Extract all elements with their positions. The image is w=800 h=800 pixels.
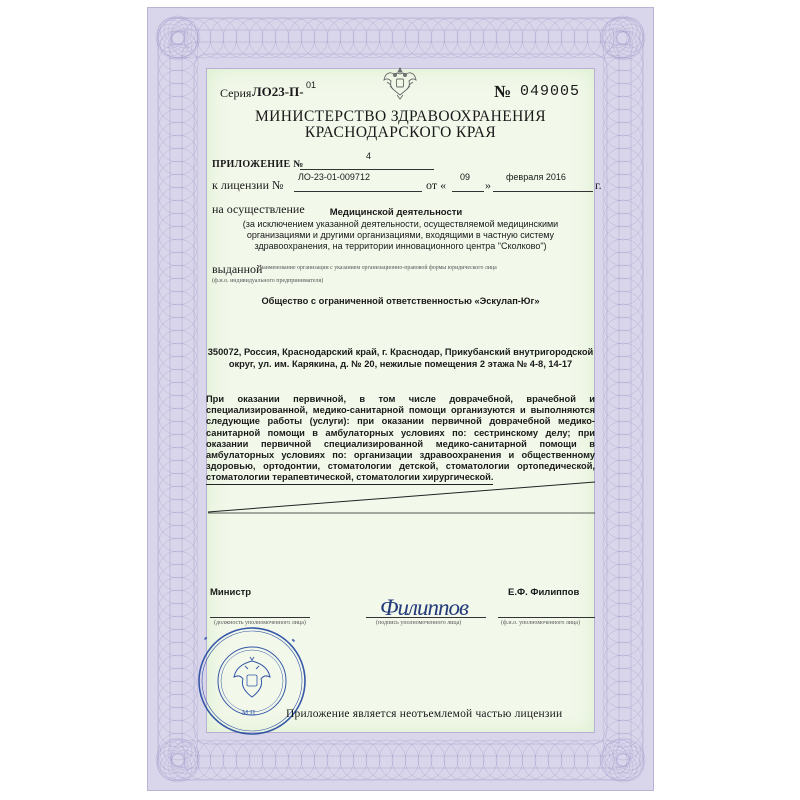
issued-hint-individual: (ф.и.о. индивидуального предпринимателя) <box>212 278 324 284</box>
caption-position: (должность уполномоченного лица) <box>214 620 306 626</box>
issued-hint-legal-entity: (наименование организации с указанием организационно-правовой формы юридического лица <box>258 265 497 271</box>
blank-space-strike <box>206 480 595 514</box>
issued-label: выданной <box>212 262 263 276</box>
signatory-position: Министр <box>210 587 252 598</box>
series-suffix: 01 <box>306 80 317 90</box>
number-sign: № <box>494 82 512 101</box>
ministry-title-line1: МИНИСТЕРСТВО ЗДРАВООХРАНЕНИЯ <box>254 108 546 125</box>
appendix-footer-note: Приложение является неотъемлемой частью лицензии <box>286 708 563 720</box>
activity-description-line2: организациями и другими организациями, входящими в частную систему <box>246 230 555 240</box>
activity-title: Медицинской деятельности <box>329 207 463 218</box>
address-line2: округ, ул. им. Карякина, д. № 20, нежилые помещения 2 этажа № 4-8, 14-17 <box>228 359 573 369</box>
date-close-label: » <box>485 178 491 192</box>
license-day: 09 <box>460 172 471 182</box>
services-line: санитарной помощи в амбулаторных условиях по: сестринскому делу; при <box>206 427 595 438</box>
activity-label: на осуществление <box>212 202 305 216</box>
services-line: здоровью, ортодонтии, стоматологии детской, стоматологии ортопедической, <box>206 461 595 472</box>
services-line: следующие работы (услуги): при оказании первичной доврачебной медико- <box>206 416 595 427</box>
license-month-year: февраля 2016 <box>506 172 566 182</box>
license-number-label: к лицензии № <box>212 178 284 192</box>
handwritten-signature: Филиппов <box>380 595 469 620</box>
license-number: ЛО-23-01-009712 <box>298 172 370 182</box>
year-suffix: г. <box>595 178 602 192</box>
date-open-label: от « <box>426 178 447 192</box>
services-line: стоматологии терапевтической, стоматологии хирургической. <box>206 472 493 484</box>
blank-number: 049005 <box>520 83 581 100</box>
services-line: оказании первичной специализированной медико-санитарной помощи в <box>206 438 595 449</box>
caption-signature: (подпись уполномоченного лица) <box>376 620 462 626</box>
series-label: Серия <box>220 86 252 100</box>
activity-description-line1: (за исключением указанной деятельности, осуществляемой медицинскими <box>242 219 559 229</box>
document-body <box>206 68 602 733</box>
services-line: специализированной, медико-санитарной помощи организуются и выполняются <box>206 405 595 416</box>
coat-of-arms-icon <box>379 62 421 104</box>
appendix-label: ПРИЛОЖЕНИЕ № <box>212 159 304 170</box>
services-block <box>206 394 595 485</box>
series-value: ЛО23-П- <box>252 84 304 99</box>
license-appendix-document <box>148 8 653 790</box>
ministry-title-line2: КРАСНОДАРСКОГО КРАЯ <box>304 124 497 141</box>
services-line: При оказании первичной, в том числе доврачебной, врачебной и <box>206 394 595 404</box>
activity-description-line3: здравоохранения, на территории инновационного центра "Сколково") <box>254 241 547 251</box>
official-seal <box>196 625 308 737</box>
stamp-label: М.П. <box>242 709 257 717</box>
signatory-name: Е.Ф. Филиппов <box>508 587 580 598</box>
caption-name: (ф.и.о. уполномоченного лица) <box>501 620 580 626</box>
appendix-number: 4 <box>366 151 372 161</box>
services-line: амбулаторных условиях по: организации здравоохранения и общественному <box>206 450 595 461</box>
address-line1: 350072, Россия, Краснодарский край, г. Краснодар, Прикубанский внутригородской <box>207 347 594 357</box>
organization-name: Общество с ограниченной ответственностью «Эскулап-Юг» <box>261 296 540 306</box>
